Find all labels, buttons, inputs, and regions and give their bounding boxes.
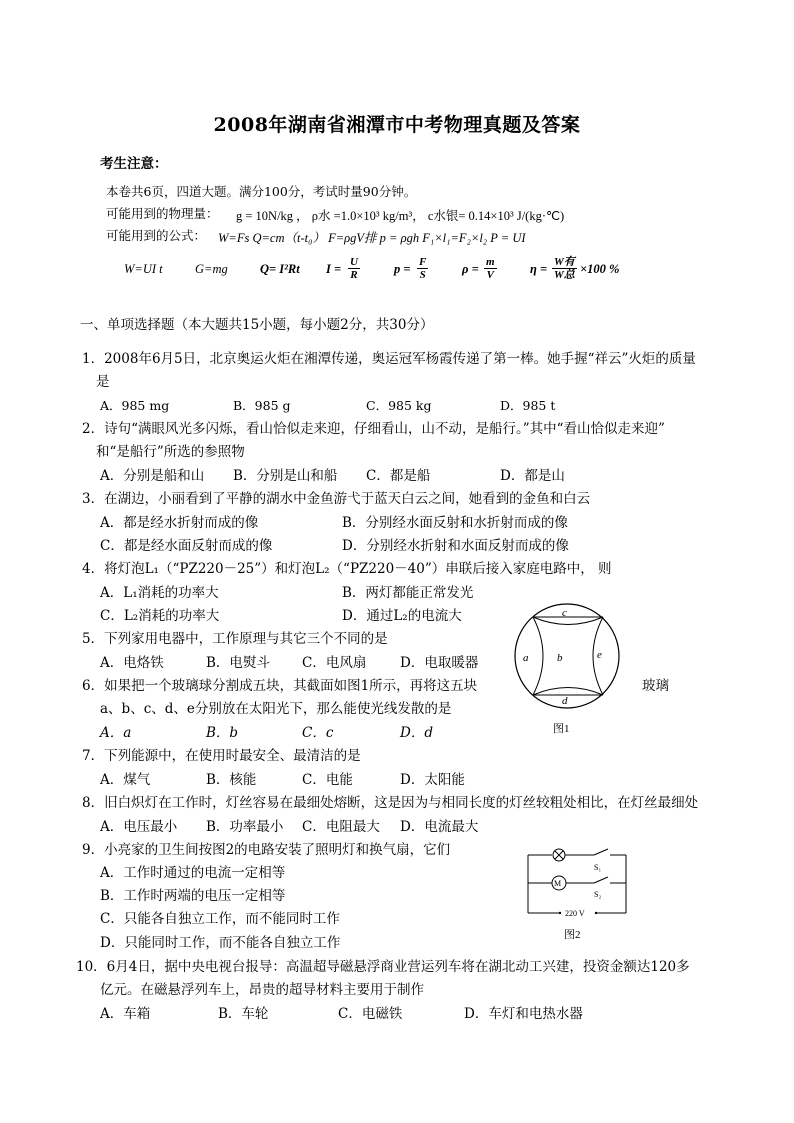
notice-heading: 考生注意： <box>100 156 168 172</box>
q8-option-d: D．电流最大 <box>400 819 479 835</box>
figure1-label-c: c <box>562 607 567 619</box>
q5-option-d: D．电取暖器 <box>400 655 479 671</box>
figure1-label-e: e <box>597 649 602 661</box>
q6-stem-cont: a、b、c、d、e分别放在太阳光下，那么能使光线发散的是 <box>100 701 452 717</box>
fraction-eta: W有 W总 <box>554 256 575 281</box>
figure2-circuit <box>520 845 640 945</box>
notice-constants: g = 10N/kg ， ρ水 =1.0×10³ kg/m³， c水银= 0.14×10³ J/(kg·℃) <box>236 209 565 223</box>
q1-option-a: A．985 mg <box>100 398 170 413</box>
q1-option-b: B．985 g <box>233 398 291 413</box>
q10-option-a: A．车箱 <box>100 1006 151 1022</box>
q10-option-c: C．电磁铁 <box>338 1006 403 1022</box>
q2-option-d: D．都是山 <box>500 468 565 484</box>
formula-rho: ρ = <box>462 262 479 276</box>
q9-option-d: D．只能同时工作，而不能各自独立工作 <box>100 935 341 951</box>
q9-option-b: B．工作时两端的电压一定相等 <box>100 888 286 904</box>
q8-option-c: C．电阻最大 <box>302 819 380 835</box>
figure1-label-b: b <box>557 652 563 664</box>
q4-option-b: B．两灯都能正常发光 <box>342 585 474 601</box>
q2-option-b: B．分别是山和船 <box>233 468 338 484</box>
q3-option-a: A．都是经水折射而成的像 <box>100 515 259 531</box>
figure1-label-d: d <box>562 695 568 707</box>
q8-option-b: B．功率最小 <box>206 819 284 835</box>
fraction-i: $\frac{U}{R}$ <box>350 256 358 281</box>
q7-stem: 7．下列能源中，在使用时最安全、最清洁的是 <box>82 748 361 764</box>
q9-stem: 9．小亮家的卫生间按图2的电路安装了照明灯和换气扇，它们 <box>82 842 451 858</box>
q7-option-c: C．电能 <box>302 772 353 788</box>
formula-eta: η = <box>530 262 548 276</box>
formula-g: G=mg <box>195 262 228 276</box>
fraction-rho: $\frac{m}{V}$ <box>486 256 495 281</box>
notice-line2-label: 可能用到的物理量： <box>106 206 219 221</box>
q4-option-d: D．通过L₂的电流大 <box>342 608 462 624</box>
q4-option-a: A．L₁消耗的功率大 <box>100 585 219 601</box>
q1-stem: 1．2008年6月5日，北京奥运火炬在湘潭传递，奥运冠军杨霞传递了第一棒。她手握“祥云”火炬的质量 <box>82 351 696 367</box>
q3-option-b: B．分别经水面反射和水折射而成的像 <box>342 515 568 531</box>
q2-option-c: C．都是船 <box>366 468 431 484</box>
q6-stem-tail: 玻璃 <box>642 678 669 694</box>
formula-i: I = <box>326 262 342 276</box>
q10-option-b: B．车轮 <box>218 1006 269 1022</box>
figure1-caption: 图1 <box>553 723 570 735</box>
q10-option-d: D．车灯和电热水器 <box>464 1006 583 1022</box>
q8-option-a: A．电压最小 <box>100 819 178 835</box>
q1-option-d: D．985 t <box>500 398 556 413</box>
switch-s1-label: S₁ <box>594 863 602 872</box>
q6-stem: 6．如果把一个玻璃球分割成五块，其截面如图1所示，再将这五块 <box>82 678 478 694</box>
q6-option-d: D．d <box>400 725 433 741</box>
q2-stem: 2．诗句“满眼风光多闪烁，看山恰似走来迎，仔细看山，山不动，是船行。”其中“看山恰似走来迎” <box>82 421 665 437</box>
q3-option-c: C．都是经水面反射而成的像 <box>100 538 273 554</box>
q4-stem: 4．将灯泡L₁（“PZ220－25”）和灯泡L₂（“PZ220－40”）串联后接入家庭电路中， 则 <box>82 561 612 577</box>
q7-option-a: A．煤气 <box>100 772 151 788</box>
q1-stem-cont: 是 <box>96 374 110 390</box>
q5-option-a: A．电烙铁 <box>100 655 164 671</box>
formula-percent: ×100 % <box>580 262 620 276</box>
q9-option-c: C．只能各自独立工作，而不能同时工作 <box>100 911 340 927</box>
motor-label: M <box>554 879 562 888</box>
q3-stem: 3．在湖边，小丽看到了平静的湖水中金鱼游弋于蓝天白云之间，她看到的金鱼和白云 <box>82 491 591 507</box>
formula-q: Q= I²Rt <box>260 262 300 276</box>
notice-formulas: W=Fs Q=cm（t-t₀） F=ρgV排 p = ρgh F₁×l₁=F₂×l₂ P = UI <box>218 231 526 245</box>
q2-stem-cont: 和“是船行”所选的参照物 <box>96 444 245 460</box>
figure2-caption: 图2 <box>564 929 581 941</box>
page-title: 2008年湖南省湘潭市中考物理真题及答案 <box>213 114 581 136</box>
q7-option-b: B．核能 <box>206 772 257 788</box>
notice-line3-label: 可能用到的公式： <box>106 228 207 243</box>
switch-s2-label: S₂ <box>594 890 602 899</box>
q5-option-c: C．电风扇 <box>302 655 367 671</box>
q8-stem: 8．旧白炽灯在工作时，灯丝容易在最细处熔断，这是因为与相同长度的灯丝较粗处相比，在灯丝最细处 <box>82 795 699 811</box>
q6-option-c: C．c <box>302 725 334 741</box>
fraction-p: $\frac{F}{S}$ <box>419 256 427 281</box>
q5-option-b: B．电熨斗 <box>206 655 270 671</box>
formula-p: p = <box>394 262 411 276</box>
supply-voltage-label: 220 V <box>565 909 585 918</box>
formula-w: W=UI t <box>124 262 163 276</box>
q7-option-d: D．太阳能 <box>400 772 465 788</box>
q6-option-b: B．b <box>206 725 239 741</box>
q2-option-a: A．分别是船和山 <box>100 468 205 484</box>
q9-option-a: A．工作时通过的电流一定相等 <box>100 865 286 881</box>
q10-stem-cont: 亿元。在磁悬浮列车上，昂贵的超导材料主要用于制作 <box>100 982 424 998</box>
q4-option-c: C．L₂消耗的功率大 <box>100 608 220 624</box>
q3-option-d: D．分别经水折射和水面反射而成的像 <box>342 538 569 554</box>
notice-line1: 本卷共6页，四道大题。满分100分，考试时量90分钟。 <box>106 184 417 199</box>
q5-stem: 5．下列家用电器中，工作原理与其它三个不同的是 <box>82 631 388 647</box>
figure1-label-a: a <box>523 652 529 664</box>
q10-stem: 10．6月4日，据中央电视台报导：高温超导磁悬浮商业营运列车将在湖北动工兴建，投资金额达120多 <box>76 959 690 975</box>
figure1-glass-sphere <box>505 600 635 740</box>
q1-option-c: C．985 kg <box>366 398 432 413</box>
section-heading: 一、单项选择题（本大题共15小题，每小题2分，共30分） <box>80 317 434 333</box>
q6-option-a: A．a <box>100 725 132 741</box>
